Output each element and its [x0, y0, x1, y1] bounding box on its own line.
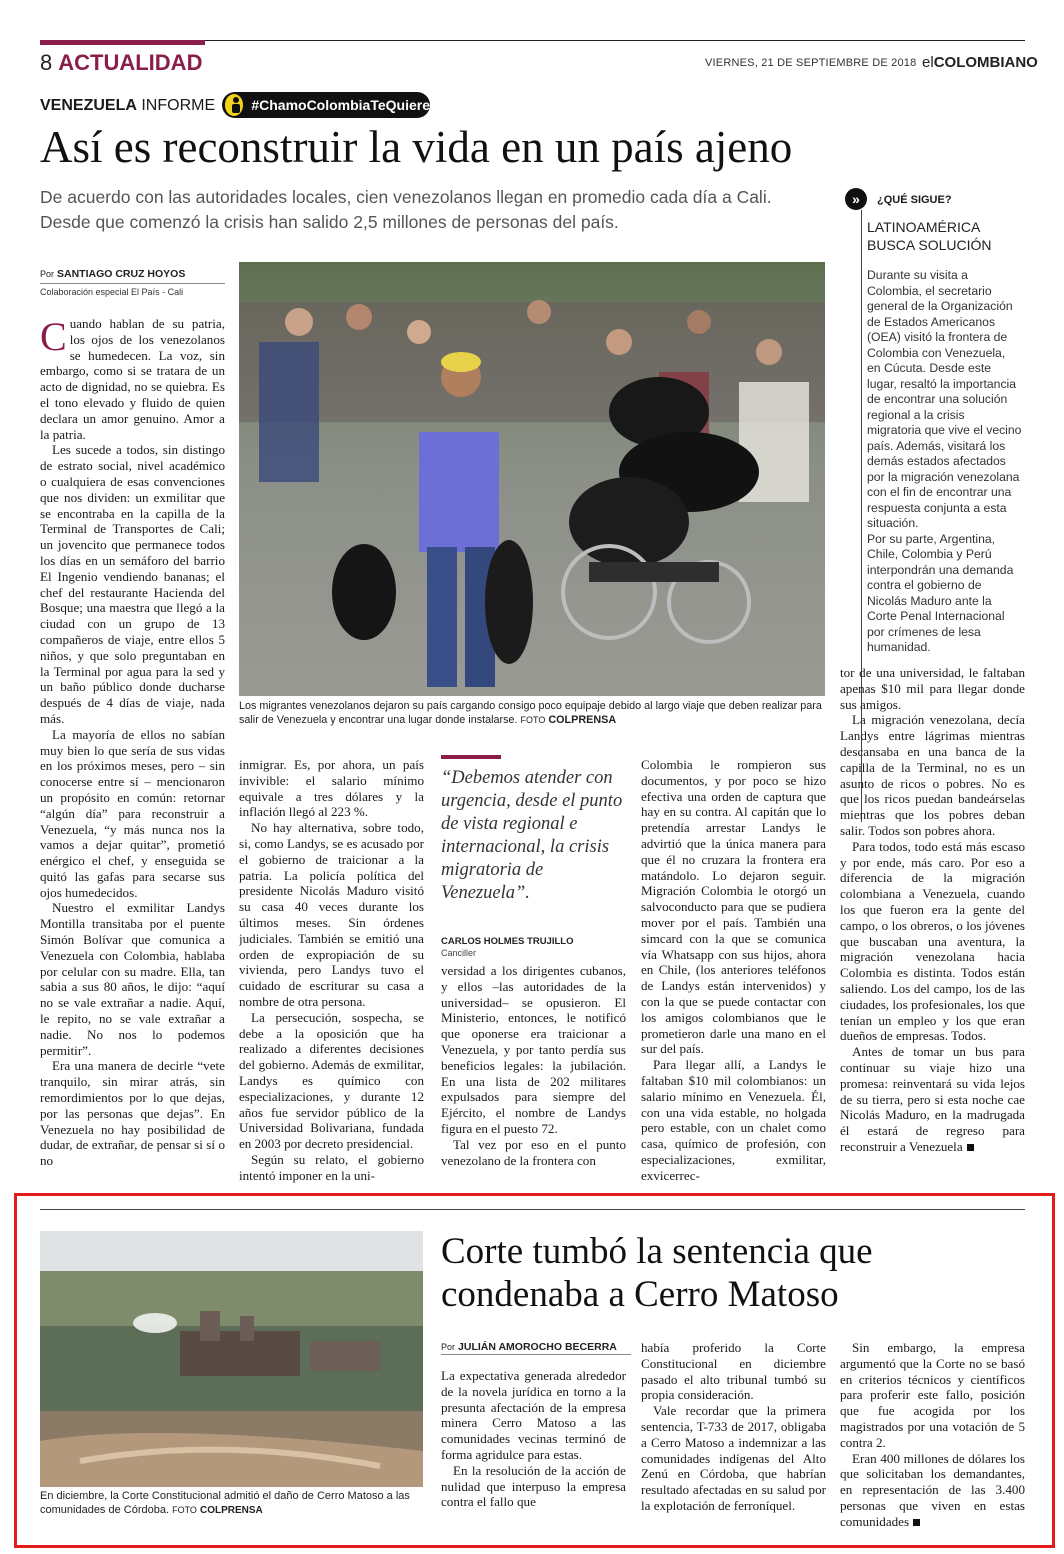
body-paragraph: La expectativa generada alrededor de la novela jurídica en torno a la presunta afectación de la empresa minera Cerro Matoso a las comunidades vecinas terminó de forma agridulce para estas.: [441, 1368, 626, 1462]
second-column-3: [840, 1340, 1025, 1540]
main-column-3: [441, 963, 626, 1188]
sidebar-title: LATINOAMÉRICA BUSCA SOLUCIÓN: [867, 219, 992, 253]
body-paragraph: En la resolución de la acción de nulidad que interpuso la empresa contra el fallo que: [441, 1462, 626, 1510]
article-kicker: [40, 97, 215, 115]
end-mark-icon: [913, 1519, 920, 1526]
caption-credit-prefix: FOTO: [172, 1505, 197, 1515]
second-headline: Corte tumbó la sentencia que condenaba a Cerro Matoso: [441, 1231, 873, 1315]
body-paragraph: tor de una universidad, le faltaban apenas $10 mil para llegar donde sus amigos.: [840, 665, 1025, 712]
body-paragraph: Colombia le rompieron sus documentos, y por poco se hizo efectiva una orden de captura que hay en su contra. Al capitán que lo pretendía arrestar Landys le advirtió que la única manera para que él no cruzara la frontera era matándolo. Lo dejaron seguir. Migración Colombia le otorgó un salvoconducto para que se pudiera mover por el país. También una simcard con la que se comunica vía Whatsapp con sus hijos, ahora en Chile, (los anteriores teléfonos de Landys están intervenidos) y con la que se puede contactar con los amigos colombianos que le prometieron darle una mano en el sur del país.: [641, 757, 826, 1057]
body-paragraph: No hay alternativa, sobre todo, si, como Landys, se es acusado por el gobierno de traicionar a la patria. La policía política del presidente Nicolás Maduro visitó su casa 40 veces durante los últimos meses. Sin órdenes judiciales. También se emitió una orden de expropiación de su vivienda, pero Landys tuvo el cuidado de escriturar su casa a nombre de otra persona.: [239, 820, 424, 1009]
main-column-4: [641, 757, 826, 1187]
article-separator: [40, 1209, 1025, 1210]
body-paragraph: Según su relato, el gobierno intentó imponer en la uni-: [239, 1151, 424, 1183]
photo-caption: [239, 699, 825, 727]
hashtag-text: #ChamoColombiaTeQuiere: [251, 97, 430, 113]
caption-credit-prefix: FOTO: [520, 715, 546, 725]
section-name: ACTUALIDAD: [58, 50, 203, 75]
end-mark-icon: [967, 1144, 974, 1151]
body-paragraph: inmigrar. Es, por ahora, un país invivible: el salario mínimo equivale a tres dólares y la inflación llegó al 223 %.: [239, 757, 424, 820]
double-chevron-icon: »: [845, 188, 867, 210]
kicker-type: INFORME: [141, 97, 216, 114]
newspaper-brand: [922, 54, 1038, 71]
kicker-country: VENEZUELA: [40, 97, 137, 114]
main-headline: Así es reconstruir la vida en un país ajeno: [40, 122, 793, 172]
caption-text: En diciembre, la Corte Constitucional admitió el daño de Cerro Matoso a las comunidades de Córdoba.: [40, 1490, 410, 1516]
drop-cap: C: [40, 316, 67, 359]
body-paragraph: uando hablan de su patria, los ojos de los venezolanos se humedecen. La voz, sin embargo, como si se tratara de un acto de dignidad, no se quiebra. Es el tono elevado y fluido de quien declara un amor genuino. Amor a la patria.: [40, 316, 225, 442]
body-paragraph: La mayoría de ellos no sabían muy bien lo que sería de sus vidas en los próximos meses, pero – sin conocerse entre sí – mencionaron un propósito en común: retornar “algún día” para reconstruir a Venezuela, “y más nunca nos la vamos a dejar quitar”, prometió enérgico el chef, y enseguida se quitó las gafas para secarse sus ojos humedecidos.: [40, 726, 225, 900]
main-column-5: [840, 665, 1025, 1190]
cerro-matoso-photo: [40, 1231, 423, 1487]
body-paragraph: había proferido la Corte Constitucional en diciembre pasado el alto tribunal tumbó su propia consideración.: [641, 1340, 826, 1403]
byline-rule: [40, 283, 225, 284]
body-paragraph: Era una manera de decirle “vete tranquilo, sin mirar atrás, sin remordimientos por lo que dejas, por las personas que dejas”. En Venezuela no hay posibilidad de dudar, de extrañar, de pensar si sí o no: [40, 1058, 225, 1169]
byline-prefix: Por: [40, 269, 55, 279]
main-byline: [40, 268, 225, 297]
body-paragraph: Eran 400 millones de dólares los que solicitaban los demandantes, en representación de las 3.400 personas que viven en estas comunidades: [840, 1450, 1025, 1529]
quote-role: Canciller: [441, 948, 477, 958]
second-column-1: [441, 1368, 626, 1538]
quote-author: CARLOS HOLMES TRUJILLO: [441, 936, 574, 947]
main-deck: De acuerdo con las autoridades locales, cien venezolanos llegan en promedio cada día a Cali. Desde que comenzó la crisis han salido 2,5 millones de personas del país.: [40, 187, 772, 232]
byline-author: SANTIAGO CRUZ HOYOS: [57, 268, 186, 280]
byline-prefix: Por: [441, 1342, 456, 1352]
body-paragraph: Nuestro el exmilitar Landys Montilla transitaba por el puente Simón Bolívar que comunica a Venezuela con Colombia, hablaba por celular con su madre. Ella, tan sabia a sus 80 años, le dijo: “aquí no se vale extrañar a nadie. Aquí, le repito, no se vale extrañar a nadie. No nos lo podemos permitir”.: [40, 900, 225, 1058]
caption-text: Los migrantes venezolanos dejaron su país cargando consigo poco equipaje debido al largo viaje que deben realizar para salir de Venezuela y encontrar una lugar donde instalarse.: [239, 700, 822, 726]
pull-quote-rule: [441, 755, 501, 759]
body-paragraph: La migración venezolana, decía Landys entre lágrimas mientras descansaba en una banca de la capilla de la Terminal, no es un asunto de ricos o pobres. No es que los ricos puedan bandeárselas mientras que los pobres deban salir. Todos son pobres ahora.: [840, 712, 1025, 838]
body-paragraph: versidad a los dirigentes cubanos, y ellos –las autoridades de la universidad– se opusieron. El Ministerio, entonces, le notificó que oponerse era traicionar a Venezuela, y por tanto perdía sus beneficios legales: la jubilación. En una lista de 202 militares expulsados para siempre del Ejército, el nombre de Landys figura en el puesto 72.: [441, 963, 626, 1136]
person-icon: [225, 94, 243, 116]
hashtag-badge: [222, 92, 430, 118]
second-byline: [441, 1341, 617, 1353]
body-paragraph: Para todos, todo está más escaso y por ende, más caro. Por eso a diferencia de la migración colombiana a Venezuela, cuando los que fueron era la gente del campo, o los obreros, o los jóvenes que buscaban una aventura, la migración venezolana hacia Colombia es distinta. Todos están saliendo. Los del campo, los de las ciudades, los profesionales, los que tenían un empleo y los que eran dueños de empresas. Todos.: [840, 838, 1025, 1044]
body-paragraph: Para llegar allí, a Landys le faltaban $10 mil colombianos: un salario mínimo en Venezuela. Él, con una vida estable, no holgada pero estable, con un chalet como casa, químico de profesión, con especializaciones, exmilitar, exvicerrec-: [641, 1057, 826, 1183]
byline-rule: [441, 1354, 631, 1355]
sidebar-paragraph: Por su parte, Argentina, Chile, Colombia y Perú interpondrán una demanda contra el gobierno de Nicolás Maduro ante la Corte Penal Internacional por crímenes de lesa humanidad.: [867, 531, 1014, 654]
edition-date: VIERNES, 21 DE SEPTIEMBRE DE 2018: [705, 57, 917, 69]
caption-credit: COLPRENSA: [548, 714, 617, 726]
pull-quote: “Debemos atender con urgencia, desde el punto de vista regional e internacional, la crisis migratoria de Venezuela”.: [441, 768, 623, 903]
main-column-1: [40, 316, 225, 1196]
body-paragraph: Sin embargo, la empresa argumentó que la Corte no se basó en criterios técnicos y científicos para proferir este fallo, posición que fue acogida por los magistrados por una votación de 5 contra 2.: [840, 1340, 1025, 1450]
main-column-2: [239, 757, 424, 1187]
body-paragraph: Antes de tomar un bus para continuar su viaje hizo una promesa: reinventará su vida lejos de su tierra, pero si esta noche cae Nicolás Maduro, en la madrugada él estará de regreso para reconstruir a Venezuela: [840, 1044, 1025, 1154]
body-paragraph: Vale recordar que la primera sentencia, T-733 de 2017, obligaba a Cerro Matoso a indemnizar a las comunidades indígenas del Alto Zenú en Córdoba, que habrían resultado afectadas en su salud por la explotación de ferroníquel.: [641, 1403, 826, 1513]
byline-credit: Colaboración especial El País - Cali: [40, 287, 184, 297]
caption-credit: COLPRENSA: [200, 1505, 263, 1516]
sidebar-paragraph: Durante su visita a Colombia, el secretario general de la Organización de Estados Americanos (OEA) visitó la frontera de Colombia con Venezuela, en Cúcuta. Desde este lugar, resaltó la importancia de encontrar una solución regional a la crisis migratoria que vive el vecino país. Además, visitará los demás estados afectados por la migración venezolana con el fin de encontrar una respuesta conjunta a esta situación.: [867, 268, 1022, 530]
photo-caption-2: [40, 1489, 423, 1518]
sidebar-body: [867, 268, 1022, 656]
byline-author: JULIÁN AMOROCHO BECERRA: [458, 1341, 617, 1353]
sidebar-label: ¿QUÉ SIGUE?: [877, 194, 952, 206]
section-accent-bar: [40, 40, 205, 45]
body-paragraph: La persecución, sospecha, se debe a la oposición que ha realizado a diferentes decisiones del gobierno. Además de exmilitar, Landys es químico con especializaciones, y durante 12 años fue servidor público de la Universidad Bolivariana, fundada en 2003 por decreto presidencial.: [239, 1009, 424, 1152]
body-paragraph: Tal vez por eso en el punto venezolano de la frontera con: [441, 1136, 626, 1168]
page-header: [40, 50, 202, 76]
body-paragraph: Les sucede a todos, sin distingo de estrato social, nivel académico o cualquiera de esas convenciones que nos dividen: un exmilitar que se encontraba en la capilla de la Terminal de Transportes de Cali; un jovencito que permanece todos los días en un semáforo del barrio El Ingenio vendiendo bananas; el chef del restaurante Hacienda del Bosque; una maestra que llegó a la ciudad con un grupo de 13 compañeros de viaje, entre ellos 5 niños, y que solo preguntaban en la Terminal por agua para la sed y un baño público donde ducharse después de 4 días de viaje, nada más.: [40, 442, 225, 726]
second-column-2: [641, 1340, 826, 1540]
migrants-photo: [239, 262, 825, 696]
page-number: 8: [40, 50, 53, 75]
brand-prefix: el: [922, 54, 934, 71]
brand-name: COLOMBIANO: [933, 54, 1038, 71]
